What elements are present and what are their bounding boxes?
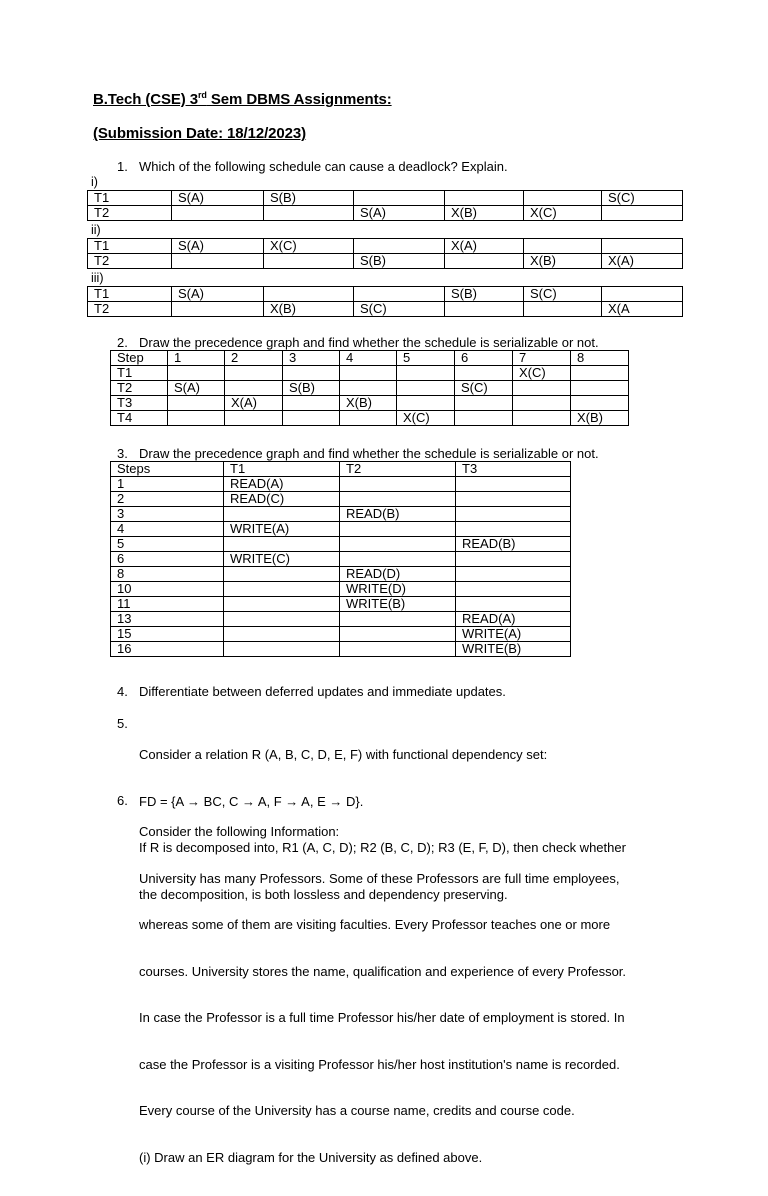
schedule-table-iii	[87, 286, 683, 317]
schedule-label: i)	[91, 175, 98, 189]
table-row: 4 WRITE(A)	[111, 522, 571, 537]
table-row: 10 WRITE(D)	[111, 582, 571, 597]
question-6: 6. Consider the following Information: University has many Professors. Some of these Professors are full time employees, whereas some of them are visiting faculties. Every Professor teaches one or more courses. University stores the name, qualification and experience of every Professor. In case the Professor is a full time Professor his/her date of employment is stored. In case the Professor is a visiting Professor his/her host institution's name is recorded. Every course of the University has a course name, credits and course code. (i) Draw an ER diagram for the University as defined above.	[117, 793, 627, 1165]
schedule-table-ii	[87, 238, 683, 269]
table-row: 15 WRITE(A)	[111, 627, 571, 642]
table-row: 13 READ(A)	[111, 612, 571, 627]
table-row: 8 READ(D)	[111, 567, 571, 582]
schedule-table-q2	[110, 350, 629, 426]
table-row: 16 WRITE(B)	[111, 642, 571, 657]
table-row: Step 1 2 3 4 5 6 7 8	[111, 351, 629, 366]
table-row: 1 READ(A)	[111, 477, 571, 492]
q6-line: case the Professor is a visiting Professor his/her host institution's name is recorded.	[139, 1056, 620, 1072]
table-row: T4 X(C) X(B)	[111, 411, 629, 426]
table-row: 2 READ(C)	[111, 492, 571, 507]
q6-line: In case the Professor is a full time Professor his/her date of employment is stored. In	[139, 1010, 625, 1025]
table-row: T1 S(A) S(B) S(C)	[88, 191, 683, 206]
q6-line: Consider the following Information:	[139, 824, 340, 839]
q6-line: Every course of the University has a course name, credits and course code.	[139, 1103, 575, 1118]
table-row: T1 S(A) S(B) S(C)	[88, 287, 683, 302]
table-row: T2 X(B) S(C) X(A	[88, 302, 683, 317]
table-row: T1 S(A) X(C) X(A)	[88, 239, 683, 254]
page-title: B.Tech (CSE) 3rd Sem DBMS Assignments:	[93, 90, 392, 108]
table-row: T2 S(B) X(B) X(A)	[88, 254, 683, 269]
q6-line: courses. University stores the name, qualification and experience of every Professor.	[139, 963, 627, 979]
schedule-table-i	[87, 190, 683, 221]
table-row: 6 WRITE(C)	[111, 552, 571, 567]
q6-line: (i) Draw an ER diagram for the University as defined above.	[139, 1149, 483, 1165]
table-row: T2 S(A) X(B) X(C)	[88, 206, 683, 221]
q5-line: the decomposition, is both lossless and dependency preserving.	[139, 886, 508, 902]
q5-line: If R is decomposed into, R1 (A, C, D); R2 (B, C, D); R3 (E, F, D), then check whether	[139, 840, 626, 855]
table-row: T3 X(A) X(B)	[111, 396, 629, 411]
table-row: 5 READ(B)	[111, 537, 571, 552]
q6-line: University has many Professors. Some of these Professors are full time employees,	[139, 870, 620, 886]
q6-line: whereas some of them are visiting faculties. Every Professor teaches one or more	[139, 917, 611, 932]
submission-date: (Submission Date: 18/12/2023)	[93, 125, 307, 142]
table-row: T2 S(A) S(B) S(C)	[111, 381, 629, 396]
table-row: 3 READ(B)	[111, 507, 571, 522]
schedule-label: ii)	[91, 223, 101, 237]
table-row: T1 X(C)	[111, 366, 629, 381]
q5-line: Consider a relation R (A, B, C, D, E, F) with functional dependency set:	[139, 747, 548, 762]
table-row: 11 WRITE(B)	[111, 597, 571, 612]
question-5: 5. Consider a relation R (A, B, C, D, E, F) with functional dependency set: FD = {A → BC, C → A, F → A, E → D}. If R is decomposed into, R1 (A, C, D); R2 (B, C, D); R3 (E, F, D), then check whether the decomposition, is both lossless and dependency preserving.	[117, 716, 626, 902]
q5-line: FD = {A → BC, C → A, F → A, E → D}.	[139, 793, 364, 809]
table-row: Steps T1 T2 T3	[111, 462, 571, 477]
schedule-table-q3	[110, 461, 571, 657]
schedule-label: iii)	[91, 271, 104, 285]
